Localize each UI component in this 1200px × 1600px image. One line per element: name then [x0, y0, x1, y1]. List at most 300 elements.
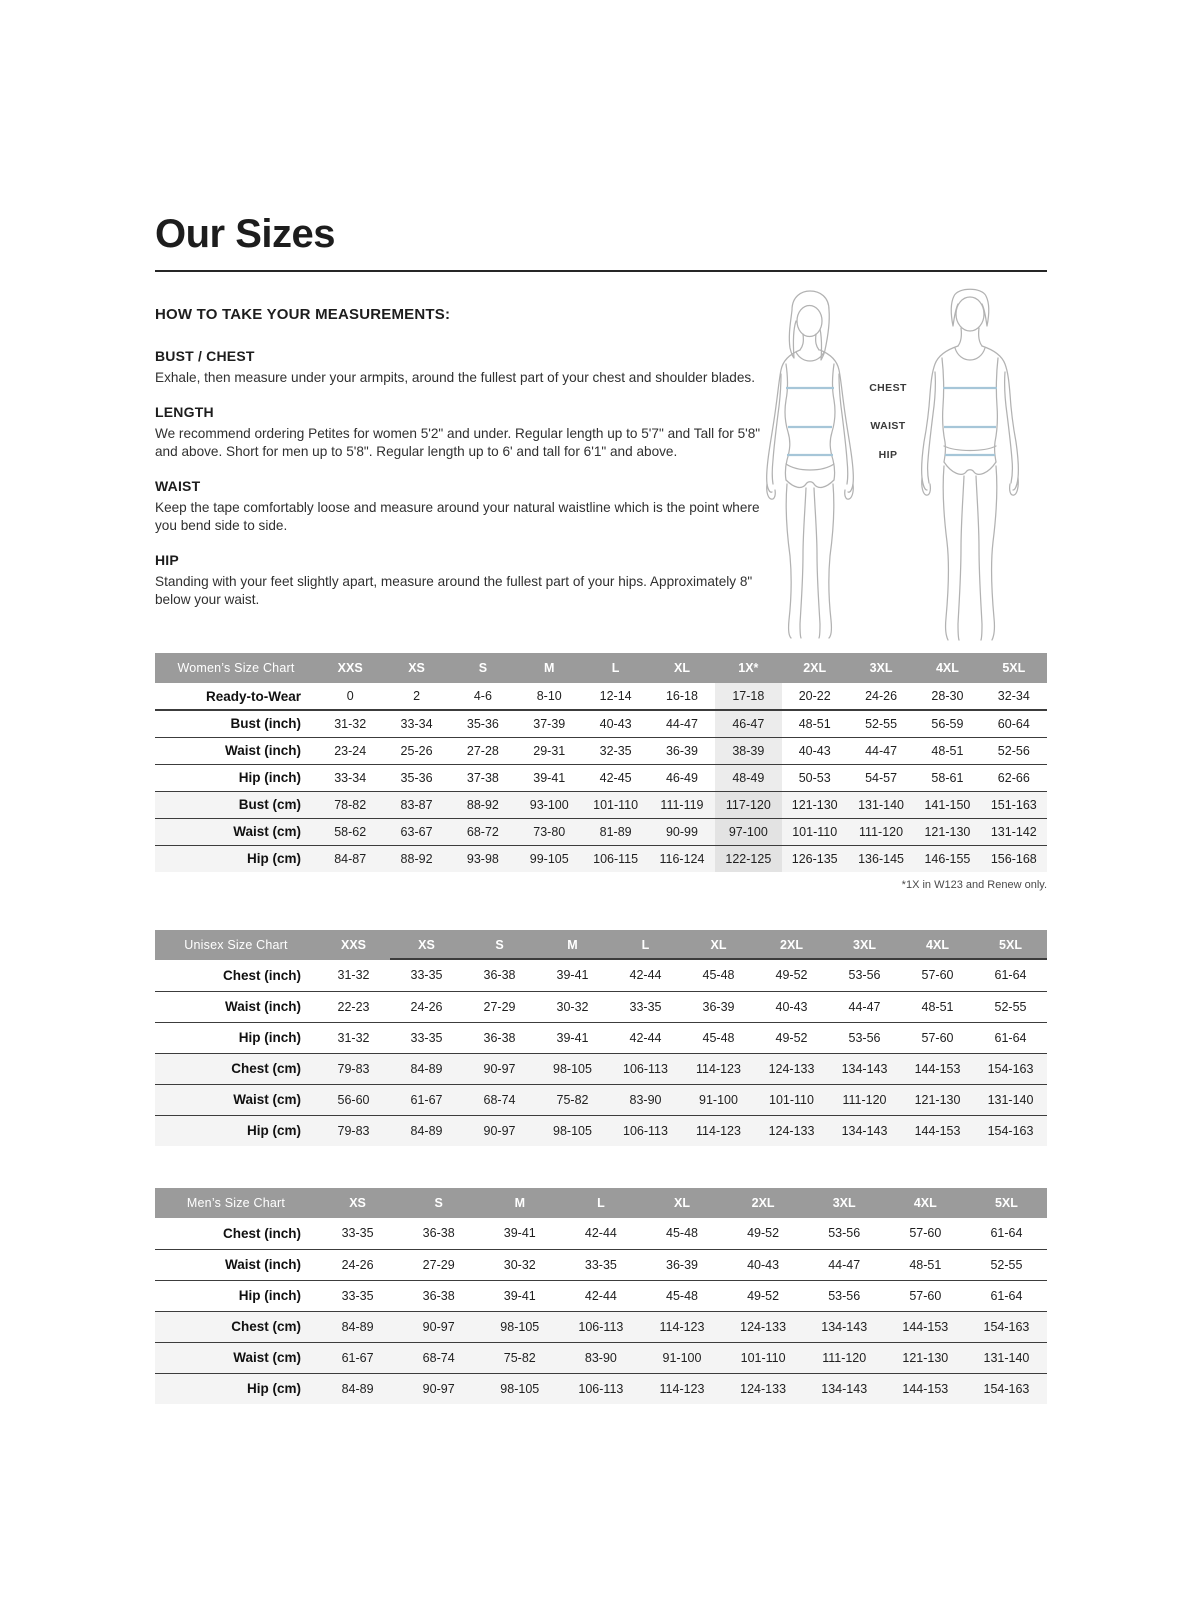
- size-column-header: M: [536, 930, 609, 960]
- size-column-header: S: [398, 1188, 479, 1218]
- size-cell: 93-98: [450, 845, 516, 872]
- size-cell: 154-163: [974, 1053, 1047, 1084]
- size-cell: 31-32: [317, 710, 383, 737]
- hip-label: HIP: [878, 449, 898, 461]
- male-hip-curve: [944, 446, 996, 451]
- male-left-leg-inner: [958, 476, 964, 640]
- size-cell: 88-92: [450, 791, 516, 818]
- section-hip: [155, 552, 780, 609]
- row-label: Chest (cm): [155, 1311, 317, 1342]
- male-right-leg-inner: [976, 476, 982, 640]
- size-cell: 4-6: [450, 683, 516, 710]
- size-cell: 49-52: [723, 1218, 804, 1249]
- male-left-arm-inner: [928, 372, 936, 483]
- table-row: [155, 845, 1047, 872]
- size-cell: 62-66: [981, 764, 1047, 791]
- size-cell: 42-45: [582, 764, 648, 791]
- female-left-leg-outer: [786, 484, 791, 638]
- size-cell: 122-125: [715, 845, 781, 872]
- size-cell: 45-48: [682, 960, 755, 991]
- size-cell: 75-82: [536, 1084, 609, 1115]
- size-cell: 39-41: [479, 1280, 560, 1311]
- size-cell: 33-35: [560, 1249, 641, 1280]
- size-cell: 36-39: [641, 1249, 722, 1280]
- size-cell: 121-130: [901, 1084, 974, 1115]
- female-hip-curve: [786, 464, 834, 470]
- section-heading: LENGTH: [155, 403, 214, 420]
- male-figure-svg: [900, 284, 1040, 644]
- male-shorts: [944, 462, 996, 474]
- size-cell: 154-163: [966, 1311, 1047, 1342]
- size-column-header: XL: [682, 930, 755, 960]
- row-label: Waist (cm): [155, 1342, 317, 1373]
- size-cell: 121-130: [782, 791, 848, 818]
- size-cell: 83-90: [609, 1084, 682, 1115]
- size-cell: 48-51: [901, 991, 974, 1022]
- size-cell: 33-35: [609, 991, 682, 1022]
- size-cell: 40-43: [582, 710, 648, 737]
- size-cell: 35-36: [450, 710, 516, 737]
- size-cell: 42-44: [560, 1218, 641, 1249]
- size-cell: 44-47: [804, 1249, 885, 1280]
- row-label: Waist (cm): [155, 818, 317, 845]
- womens-size-chart: [155, 653, 1047, 872]
- size-cell: 154-163: [966, 1373, 1047, 1404]
- size-cell: 42-44: [609, 960, 682, 991]
- row-label: Bust (inch): [155, 710, 317, 737]
- size-cell: 52-55: [966, 1249, 1047, 1280]
- size-cell: 83-90: [560, 1342, 641, 1373]
- size-cell: 32-35: [582, 737, 648, 764]
- size-cell: 53-56: [804, 1280, 885, 1311]
- size-cell: 78-82: [317, 791, 383, 818]
- size-cell: 57-60: [901, 960, 974, 991]
- page-title: Our Sizes: [155, 212, 336, 256]
- size-cell: 45-48: [641, 1218, 722, 1249]
- size-cell: 30-32: [536, 991, 609, 1022]
- size-cell: 39-41: [536, 1022, 609, 1053]
- size-cell: 97-100: [715, 818, 781, 845]
- size-cell: 24-26: [390, 991, 463, 1022]
- size-cell: 99-105: [516, 845, 582, 872]
- size-cell: 53-56: [804, 1218, 885, 1249]
- size-cell: 73-80: [516, 818, 582, 845]
- size-cell: 24-26: [848, 683, 914, 710]
- size-cell: 25-26: [383, 737, 449, 764]
- size-cell: 58-61: [914, 764, 980, 791]
- female-right-arm-inner: [839, 374, 848, 484]
- size-cell: 40-43: [782, 737, 848, 764]
- size-cell: 84-87: [317, 845, 383, 872]
- size-cell: 111-120: [804, 1342, 885, 1373]
- size-column-header: XXS: [317, 653, 383, 683]
- size-cell: 50-53: [782, 764, 848, 791]
- section-body: We recommend ordering Petites for women 5'2" and under. Regular length up to 5'7" and Tall for 5'8" and above. Short for men up to 5'8". Regular length up to 6' and tall for 6'1" and above.: [155, 425, 761, 459]
- size-column-header: 5XL: [974, 930, 1047, 960]
- size-column-header: 2XL: [723, 1188, 804, 1218]
- size-cell: 90-97: [398, 1373, 479, 1404]
- female-right-leg-outer: [829, 484, 834, 638]
- size-cell: 48-51: [885, 1249, 966, 1280]
- how-to-heading: HOW TO TAKE YOUR MEASUREMENTS:: [155, 306, 451, 323]
- size-cell: 83-87: [383, 791, 449, 818]
- size-cell: 31-32: [317, 1022, 390, 1053]
- size-cell: 48-51: [782, 710, 848, 737]
- size-column-header: 2XL: [782, 653, 848, 683]
- size-column-header: 2XL: [755, 930, 828, 960]
- size-cell: 48-51: [914, 737, 980, 764]
- title-divider: [155, 270, 1047, 272]
- size-cell: 48-49: [715, 764, 781, 791]
- size-cell: 91-100: [641, 1342, 722, 1373]
- size-column-header: M: [479, 1188, 560, 1218]
- size-cell: 33-34: [383, 710, 449, 737]
- size-cell: 98-105: [479, 1373, 560, 1404]
- size-cell: 56-60: [317, 1084, 390, 1115]
- row-label: Hip (cm): [155, 845, 317, 872]
- womens-chart-footnote: *1X in W123 and Renew only.: [901, 879, 1047, 891]
- table-row: [155, 1342, 1047, 1373]
- size-cell: 84-89: [390, 1115, 463, 1146]
- size-cell: 39-41: [479, 1218, 560, 1249]
- female-torso-right: [830, 364, 835, 480]
- row-label: Waist (inch): [155, 991, 317, 1022]
- male-head: [956, 297, 984, 331]
- size-cell: 27-29: [398, 1249, 479, 1280]
- size-cell: 68-72: [450, 818, 516, 845]
- row-label: Hip (cm): [155, 1115, 317, 1146]
- size-cell: 33-35: [317, 1280, 398, 1311]
- row-label: Chest (inch): [155, 1218, 317, 1249]
- size-cell: 121-130: [885, 1342, 966, 1373]
- size-cell: 49-52: [723, 1280, 804, 1311]
- unisex-size-chart: [155, 930, 1047, 1146]
- size-cell: 121-130: [914, 818, 980, 845]
- size-cell: 146-155: [914, 845, 980, 872]
- size-cell: 131-140: [974, 1084, 1047, 1115]
- size-cell: 63-67: [383, 818, 449, 845]
- size-cell: 114-123: [682, 1053, 755, 1084]
- size-cell: 156-168: [981, 845, 1047, 872]
- size-cell: 134-143: [828, 1053, 901, 1084]
- size-cell: 111-120: [828, 1084, 901, 1115]
- size-cell: 33-35: [317, 1218, 398, 1249]
- table-row: [155, 791, 1047, 818]
- size-column-header: 4XL: [885, 1188, 966, 1218]
- female-neckline: [796, 352, 824, 361]
- size-cell: 24-26: [317, 1249, 398, 1280]
- size-column-header: XL: [649, 653, 715, 683]
- size-cell: 90-97: [398, 1311, 479, 1342]
- size-column-header: L: [582, 653, 648, 683]
- size-column-header: 5XL: [966, 1188, 1047, 1218]
- size-cell: 36-39: [649, 737, 715, 764]
- section-length: [155, 404, 780, 461]
- size-column-header: 3XL: [804, 1188, 885, 1218]
- size-column-header: 4XL: [901, 930, 974, 960]
- table-row: [155, 710, 1047, 737]
- size-column-header: S: [450, 653, 516, 683]
- size-cell: 93-100: [516, 791, 582, 818]
- female-left-arm-outer: [767, 350, 800, 492]
- size-cell: 31-32: [317, 960, 390, 991]
- size-cell: 144-153: [885, 1373, 966, 1404]
- size-cell: 101-110: [782, 818, 848, 845]
- size-cell: 54-57: [848, 764, 914, 791]
- size-column-header: 4XL: [914, 653, 980, 683]
- male-left-leg-outer: [943, 466, 948, 640]
- size-cell: 36-39: [682, 991, 755, 1022]
- size-cell: 79-83: [317, 1053, 390, 1084]
- table-title: Women’s Size Chart: [155, 653, 317, 683]
- row-label: Bust (cm): [155, 791, 317, 818]
- table-row: [155, 1084, 1047, 1115]
- size-cell: 141-150: [914, 791, 980, 818]
- size-cell: 36-38: [398, 1218, 479, 1249]
- size-cell: 57-60: [901, 1022, 974, 1053]
- table-title: Unisex Size Chart: [155, 930, 317, 960]
- measurement-instructions: [155, 348, 780, 626]
- size-cell: 101-110: [723, 1342, 804, 1373]
- size-cell: 20-22: [782, 683, 848, 710]
- female-figure-illustration: [748, 288, 873, 640]
- size-cell: 144-153: [885, 1311, 966, 1342]
- size-cell: 124-133: [723, 1311, 804, 1342]
- female-left-arm-inner: [772, 374, 781, 484]
- size-cell: 42-44: [560, 1280, 641, 1311]
- section-heading: BUST / CHEST: [155, 348, 255, 364]
- size-cell: 90-99: [649, 818, 715, 845]
- male-neckline: [955, 348, 985, 360]
- table-row: [155, 1373, 1047, 1404]
- size-cell: 90-97: [463, 1115, 536, 1146]
- male-right-leg-outer: [991, 466, 996, 640]
- size-column-header: M: [516, 653, 582, 683]
- size-cell: 124-133: [723, 1373, 804, 1404]
- section-waist: [155, 478, 780, 535]
- size-cell: 44-47: [649, 710, 715, 737]
- size-cell: 106-113: [609, 1115, 682, 1146]
- table-row: [155, 960, 1047, 991]
- size-cell: 36-38: [463, 1022, 536, 1053]
- female-figure-svg: [748, 288, 873, 640]
- row-label: Chest (cm): [155, 1053, 317, 1084]
- size-cell: 32-34: [981, 683, 1047, 710]
- size-cell: 61-64: [974, 960, 1047, 991]
- size-cell: 39-41: [516, 764, 582, 791]
- size-column-header: 1X*: [715, 653, 781, 683]
- size-cell: 33-34: [317, 764, 383, 791]
- size-cell: 30-32: [479, 1249, 560, 1280]
- table-row: [155, 1022, 1047, 1053]
- size-column-header: XL: [641, 1188, 722, 1218]
- size-cell: 35-36: [383, 764, 449, 791]
- size-cell: 58-62: [317, 818, 383, 845]
- size-cell: 56-59: [914, 710, 980, 737]
- size-cell: 37-38: [450, 764, 516, 791]
- size-cell: 45-48: [641, 1280, 722, 1311]
- size-cell: 8-10: [516, 683, 582, 710]
- size-cell: 37-39: [516, 710, 582, 737]
- size-cell: 39-41: [536, 960, 609, 991]
- size-cell: 131-140: [848, 791, 914, 818]
- size-column-header: XS: [390, 930, 463, 960]
- row-label: Hip (inch): [155, 1280, 317, 1311]
- size-column-header: 5XL: [981, 653, 1047, 683]
- table-row: [155, 1053, 1047, 1084]
- size-cell: 106-113: [560, 1373, 641, 1404]
- mens-size-chart: [155, 1188, 1047, 1404]
- size-cell: 46-49: [649, 764, 715, 791]
- size-cell: 68-74: [463, 1084, 536, 1115]
- female-head: [797, 306, 822, 337]
- size-cell: 134-143: [828, 1115, 901, 1146]
- row-label: Waist (cm): [155, 1084, 317, 1115]
- table-title: Men’s Size Chart: [155, 1188, 317, 1218]
- female-left-leg-inner: [800, 488, 806, 638]
- size-cell: 101-110: [755, 1084, 828, 1115]
- size-cell: 61-67: [390, 1084, 463, 1115]
- male-right-arm-inner: [1005, 372, 1013, 483]
- size-cell: 40-43: [723, 1249, 804, 1280]
- size-cell: 0: [317, 683, 383, 710]
- size-cell: 90-97: [463, 1053, 536, 1084]
- size-column-header: XS: [317, 1188, 398, 1218]
- size-cell: 84-89: [390, 1053, 463, 1084]
- size-cell: 33-35: [390, 1022, 463, 1053]
- size-cell: 111-120: [848, 818, 914, 845]
- size-cell: 84-89: [317, 1373, 398, 1404]
- size-cell: 36-38: [398, 1280, 479, 1311]
- size-cell: 61-67: [317, 1342, 398, 1373]
- size-column-header: 3XL: [828, 930, 901, 960]
- men-size-table: [155, 1188, 1047, 1404]
- size-cell: 60-64: [981, 710, 1047, 737]
- size-cell: 53-56: [828, 960, 901, 991]
- size-cell: 52-56: [981, 737, 1047, 764]
- female-right-arm-outer: [820, 350, 853, 492]
- size-cell: 106-115: [582, 845, 648, 872]
- unisex-size-table: [155, 930, 1047, 1146]
- size-cell: 38-39: [715, 737, 781, 764]
- size-column-header: S: [463, 930, 536, 960]
- size-cell: 57-60: [885, 1280, 966, 1311]
- size-cell: 116-124: [649, 845, 715, 872]
- size-cell: 106-113: [609, 1053, 682, 1084]
- chest-label: CHEST: [869, 382, 907, 394]
- size-cell: 29-31: [516, 737, 582, 764]
- size-column-header: XS: [383, 653, 449, 683]
- size-cell: 44-47: [848, 737, 914, 764]
- size-cell: 49-52: [755, 1022, 828, 1053]
- size-cell: 136-145: [848, 845, 914, 872]
- size-cell: 131-140: [966, 1342, 1047, 1373]
- size-cell: 27-29: [463, 991, 536, 1022]
- size-cell: 101-110: [582, 791, 648, 818]
- section-body: Standing with your feet slightly apart, measure around the fullest part of your hips. Approximately 8" below your waist.: [155, 573, 753, 607]
- size-cell: 44-47: [828, 991, 901, 1022]
- size-cell: 98-105: [536, 1053, 609, 1084]
- section-heading: WAIST: [155, 477, 201, 494]
- size-cell: 49-52: [755, 960, 828, 991]
- size-cell: 68-74: [398, 1342, 479, 1373]
- size-cell: 75-82: [479, 1342, 560, 1373]
- size-cell: 151-163: [981, 791, 1047, 818]
- women-size-table: [155, 653, 1047, 872]
- table-row: [155, 1280, 1047, 1311]
- size-cell: 144-153: [901, 1053, 974, 1084]
- size-cell: 46-47: [715, 710, 781, 737]
- row-label: Chest (inch): [155, 960, 317, 991]
- size-cell: 28-30: [914, 683, 980, 710]
- size-cell: 124-133: [755, 1053, 828, 1084]
- table-row: [155, 737, 1047, 764]
- section-body: Keep the tape comfortably loose and measure around your natural waistline which is the point where you bend side to side.: [155, 499, 760, 533]
- size-cell: 57-60: [885, 1218, 966, 1249]
- size-column-header: 3XL: [848, 653, 914, 683]
- size-cell: 114-123: [641, 1373, 722, 1404]
- size-cell: 98-105: [536, 1115, 609, 1146]
- size-cell: 17-18: [715, 683, 781, 710]
- size-cell: 88-92: [383, 845, 449, 872]
- female-torso-left: [785, 364, 790, 480]
- size-cell: 52-55: [848, 710, 914, 737]
- section-bust-chest: [155, 348, 780, 387]
- size-cell: 134-143: [804, 1373, 885, 1404]
- size-cell: 16-18: [649, 683, 715, 710]
- table-row: [155, 1115, 1047, 1146]
- size-cell: 61-64: [966, 1280, 1047, 1311]
- size-column-header: XXS: [317, 930, 390, 960]
- table-row: [155, 764, 1047, 791]
- size-cell: 36-38: [463, 960, 536, 991]
- size-cell: 61-64: [966, 1218, 1047, 1249]
- size-cell: 12-14: [582, 683, 648, 710]
- size-cell: 126-135: [782, 845, 848, 872]
- female-right-leg-inner: [814, 488, 820, 638]
- table-row: [155, 991, 1047, 1022]
- row-label: Waist (inch): [155, 1249, 317, 1280]
- table-row: [155, 1311, 1047, 1342]
- size-cell: 45-48: [682, 1022, 755, 1053]
- size-cell: 22-23: [317, 991, 390, 1022]
- size-cell: 61-64: [974, 1022, 1047, 1053]
- size-cell: 2: [383, 683, 449, 710]
- male-figure-illustration: [900, 284, 1040, 644]
- table-row: [155, 818, 1047, 845]
- size-cell: 144-153: [901, 1115, 974, 1146]
- size-cell: 84-89: [317, 1311, 398, 1342]
- section-heading: HIP: [155, 551, 179, 568]
- size-column-header: L: [560, 1188, 641, 1218]
- waist-label: WAIST: [870, 420, 906, 432]
- size-cell: 154-163: [974, 1115, 1047, 1146]
- row-label: Hip (inch): [155, 1022, 317, 1053]
- size-cell: 131-142: [981, 818, 1047, 845]
- size-cell: 23-24: [317, 737, 383, 764]
- table-row: [155, 1218, 1047, 1249]
- size-cell: 134-143: [804, 1311, 885, 1342]
- size-cell: 79-83: [317, 1115, 390, 1146]
- size-cell: 124-133: [755, 1115, 828, 1146]
- size-cell: 106-113: [560, 1311, 641, 1342]
- size-cell: 114-123: [682, 1115, 755, 1146]
- size-cell: 91-100: [682, 1084, 755, 1115]
- size-cell: 42-44: [609, 1022, 682, 1053]
- row-label: Waist (inch): [155, 737, 317, 764]
- size-cell: 114-123: [641, 1311, 722, 1342]
- size-cell: 27-28: [450, 737, 516, 764]
